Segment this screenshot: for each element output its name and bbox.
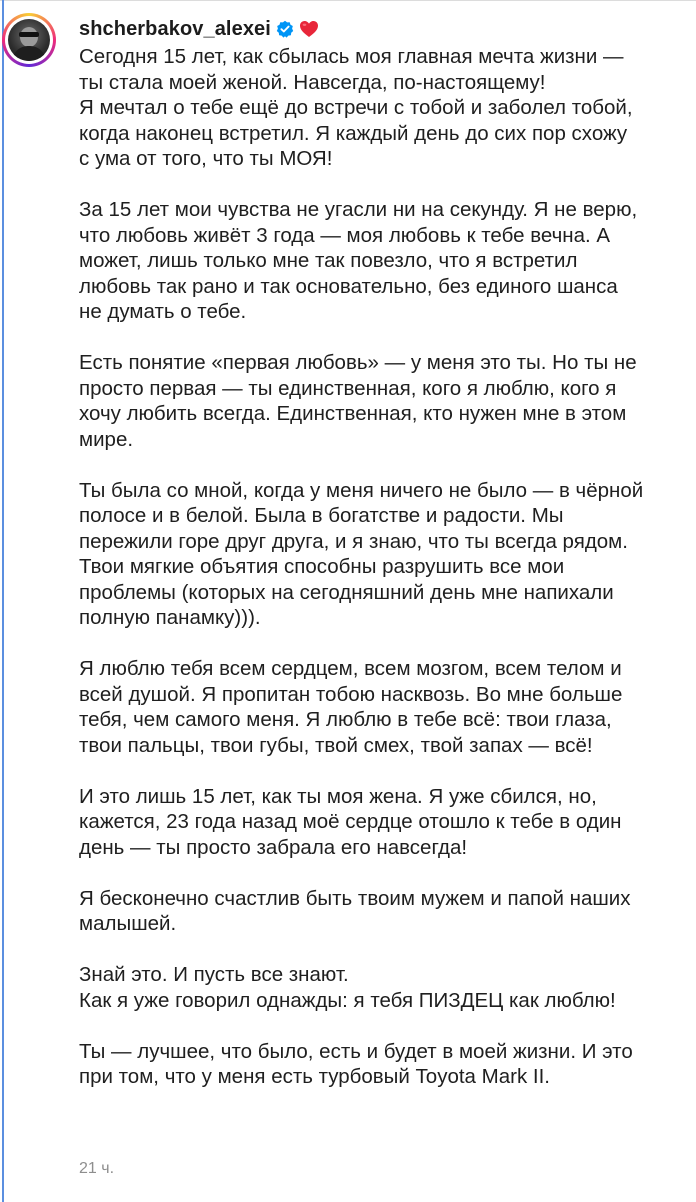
caption-paragraph-5: Я люблю тебя всем сердцем, всем мозгом, всем телом и всей душой. Я пропитан тобою насквозь. Во мне больше тебя, чем самого меня. Я люблю в тебе всё: твои глаза, твои пальцы, твои губы, твой смех, твой запах — всё!	[79, 657, 623, 757]
caption-paragraph-7: Я бесконечно счастлив быть твоим мужем и папой наших малышей.	[79, 886, 631, 935]
top-divider	[0, 0, 696, 1]
post-caption	[79, 44, 679, 1090]
heart-emoji-icon	[299, 20, 319, 38]
verified-badge-icon	[276, 20, 294, 38]
caption-paragraph-4: Ты была со мной, когда у меня ничего не было — в чёрной полосе и в белой. Была в богатстве и радости. Мы пережили горе друг друга, и я знаю, что ты всегда рядом. Твои мягкие объятия способны разрушить все мои проблемы (которых на сегодняшний день мне напихали полную панамку))).	[79, 478, 644, 629]
caption-paragraph-2: За 15 лет мои чувства не угасли ни на секунду. Я не верю, что любовь живёт 3 года — моя любовь к тебе вечна. А может, лишь только мне так повезло, что я встретил любовь так рано и так основательно, без единого шанса не думать о тебе.	[79, 198, 638, 323]
post-header	[79, 16, 679, 42]
caption-paragraph-6: И это лишь 15 лет, как ты моя жена. Я уже сбился, но, кажется, 23 года назад моё сердце отошло к тебе в один день — ты просто забрала его навсегда!	[79, 784, 622, 859]
thread-left-rule	[2, 0, 4, 1202]
avatar[interactable]	[2, 13, 56, 67]
caption-paragraph-9: Ты — лучшее, что было, есть и будет в моей жизни. И это при том, что у меня есть турбовый Toyota Mark II.	[79, 1039, 633, 1088]
username[interactable]: shcherbakov_alexei	[79, 17, 271, 40]
caption-paragraph-1: Сегодня 15 лет, как сбылась моя главная мечта жизни — ты стала моей женой. Навсегда, по-настоящему! Я мечтал о тебе ещё до встречи с тобой и заболел тобой, когда наконец встретил. Я каждый день до сих пор схожу с ума от того, что ты МОЯ!	[79, 45, 633, 170]
post-timestamp[interactable]: 21 ч.	[79, 1160, 115, 1177]
caption-paragraph-3: Есть понятие «первая любовь» — у меня это ты. Но ты не просто первая — ты единственная, кого я люблю, кого я хочу любить всегда. Единственная, кто нужен мне в этом мире.	[79, 351, 637, 451]
avatar-photo	[8, 19, 50, 61]
avatar-inner	[5, 16, 53, 64]
caption-paragraph-8: Знай это. И пусть все знают. Как я уже говорил однажды: я тебя ПИЗДЕЦ как люблю!	[79, 963, 616, 1012]
post-content	[79, 16, 679, 1090]
